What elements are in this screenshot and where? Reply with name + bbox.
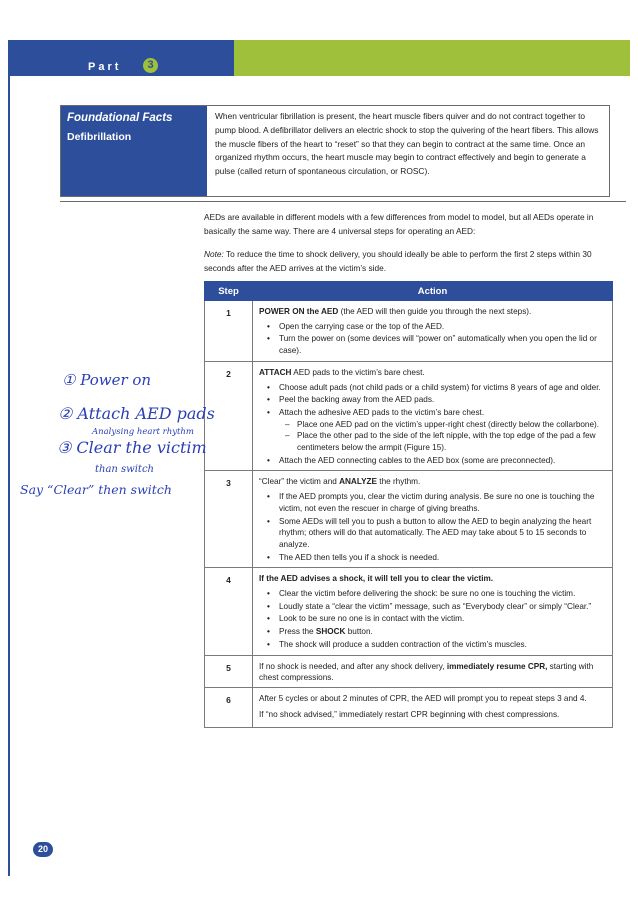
step-action	[253, 568, 613, 655]
handwritten-note-attach-pads: ② Attach AED pads	[58, 404, 215, 423]
step-action	[253, 301, 613, 362]
table-row-step-4	[205, 568, 613, 655]
step-heading	[259, 306, 606, 318]
list-item: • Choose adult pads (not child pads or a child system) for victims 8 years of age and older.	[273, 382, 606, 394]
part-number-badge: 3	[143, 58, 158, 73]
list-item-text: Attach the adhesive AED pads to the victim’s bare chest.	[279, 407, 485, 417]
table-row-step-6	[205, 687, 613, 727]
header-band-green	[234, 40, 630, 76]
handwritten-note-power-on: ① Power on	[62, 371, 152, 389]
foundational-facts-box	[60, 105, 610, 197]
note-label: Note:	[204, 249, 224, 259]
step-heading-pre: “Clear” the victim and	[259, 477, 340, 487]
step-number: 2	[205, 361, 253, 471]
step-text-pre: If no shock is needed, and after any shock delivery,	[259, 661, 447, 671]
press-text-pre: Press the	[279, 627, 316, 637]
step-bullets	[259, 321, 606, 357]
list-item: • The AED then tells you if a shock is needed.	[273, 552, 606, 564]
foundational-facts-sidebar	[61, 106, 207, 196]
column-header-step: Step	[205, 282, 253, 301]
step-bullets	[259, 382, 606, 467]
step-heading	[259, 476, 606, 488]
step-number: 3	[205, 471, 253, 568]
step-action	[253, 655, 613, 687]
step-bullets	[259, 588, 606, 651]
step-heading-rest: the rhythm.	[377, 477, 421, 487]
step-heading-rest: AED pads to the victim’s bare chest.	[291, 367, 425, 377]
step-heading-bold: ANALYZE	[339, 477, 378, 487]
sub-bullets	[279, 419, 606, 454]
handwritten-note-clear-victim: ③ Clear the victim	[57, 438, 207, 457]
step-bullets	[259, 491, 606, 563]
table-row-step-5	[205, 655, 613, 687]
foundational-facts-subtitle: Defibrillation	[67, 131, 132, 143]
step-heading: If the AED advises a shock, it will tell you to clear the victim.	[259, 574, 494, 584]
list-item: • Some AEDs will tell you to push a button to allow the AED to begin analyzing the heart rhythm; others will do that automatically. The AED may take about 5 to 15 seconds to analyze.	[273, 516, 606, 551]
note-paragraph	[204, 248, 620, 275]
section-divider	[60, 201, 626, 202]
handwritten-note-than-switch: than switch	[95, 464, 154, 475]
handwritten-note-say-clear: Say “Clear” then switch	[20, 482, 172, 497]
list-item: • Attach the AED connecting cables to the AED box (some are preconnected).	[273, 455, 606, 467]
list-item: • If the AED prompts you, clear the victim during analysis. Be sure no one is touching the victim, not even the rescuer in charge of giving breaths.	[273, 491, 606, 514]
step-heading-bold: POWER ON the AED	[259, 307, 339, 316]
sub-list-item: – Place the other pad to the side of the left nipple, with the top edge of the pad a few centimeters below the armpit (Figure 15).	[293, 430, 606, 453]
table-row-step-3	[205, 471, 613, 568]
page-number-badge: 20	[33, 842, 53, 857]
step-number: 4	[205, 568, 253, 655]
list-item: • Open the carrying case or the top of the AED.	[273, 321, 606, 333]
step-heading-rest: (the AED will then guide you through the next steps).	[338, 307, 532, 316]
foundational-facts-text: When ventricular fibrillation is present, the heart muscle fibers quiver and do not contract together to pump blood. A defibrillator delivers an electric shock to stop the quivering of the heart fibers. This allows the muscle fibers of the heart to “reset” so that they can begin to contract at the same time. Once an organized rhythm occurs, the heart muscle may begin to contract effectively and begin to generate a pulse (called return of spontaneous circulation, or ROSC).	[215, 111, 599, 177]
press-text-bold: SHOCK	[315, 627, 346, 637]
list-item: • Peel the backing away from the AED pads.	[273, 394, 606, 406]
left-margin-rule	[8, 76, 10, 876]
intro-paragraph: AEDs are available in different models with a few differences from model to model, but all AEDs operate in basically the same way. There are 4 universal steps for operating an AED:	[204, 212, 594, 236]
step-action	[253, 687, 613, 727]
column-header-action: Action	[253, 282, 613, 301]
note-text: To reduce the time to shock delivery, you should ideally be able to perform the first 2 steps within 30 seconds after the AED arrives at the victim’s side.	[204, 249, 592, 273]
list-item: • The shock will produce a sudden contraction of the victim’s muscles.	[273, 639, 606, 651]
aed-steps-table	[204, 281, 613, 728]
step-action	[253, 361, 613, 471]
table-header-row	[205, 282, 613, 301]
step-heading-bold: ATTACH	[259, 367, 292, 377]
step-text-rest: starting with chest compressions.	[259, 661, 594, 683]
sub-list-item: – Place one AED pad on the victim’s upper-right chest (directly below the collarbone).	[293, 419, 606, 431]
step-number: 1	[205, 301, 253, 362]
step-paragraph: If “no shock advised,” immediately restart CPR beginning with chest compressions.	[259, 709, 560, 719]
list-item: • Look to be sure no one is in contact with the victim.	[273, 613, 606, 625]
list-item	[273, 407, 606, 454]
list-item: • Loudly state a “clear the victim” message, such as “Everybody clear” or simply “Clear.”	[273, 601, 606, 613]
list-item	[273, 626, 606, 638]
list-item: • Clear the victim before delivering the shock: be sure no one is touching the victim.	[273, 588, 606, 600]
step-number: 5	[205, 655, 253, 687]
handwritten-note-analysing: Analysing heart rhythm	[92, 427, 194, 437]
foundational-facts-title: Foundational Facts	[67, 112, 173, 124]
step-text-bold: immediately resume CPR,	[446, 661, 548, 671]
list-item: • Turn the power on (some devices will “power on” automatically when you open the lid or case).	[273, 333, 606, 356]
part-label: Part	[88, 61, 122, 73]
step-action	[253, 471, 613, 568]
step-text	[259, 661, 606, 684]
table-row-step-2	[205, 361, 613, 471]
step-heading	[259, 367, 606, 379]
table-row-step-1	[205, 301, 613, 362]
step-paragraph: After 5 cycles or about 2 minutes of CPR, the AED will prompt you to repeat steps 3 and 4.	[259, 693, 587, 703]
step-number: 6	[205, 687, 253, 727]
press-text-rest: button.	[345, 627, 373, 637]
